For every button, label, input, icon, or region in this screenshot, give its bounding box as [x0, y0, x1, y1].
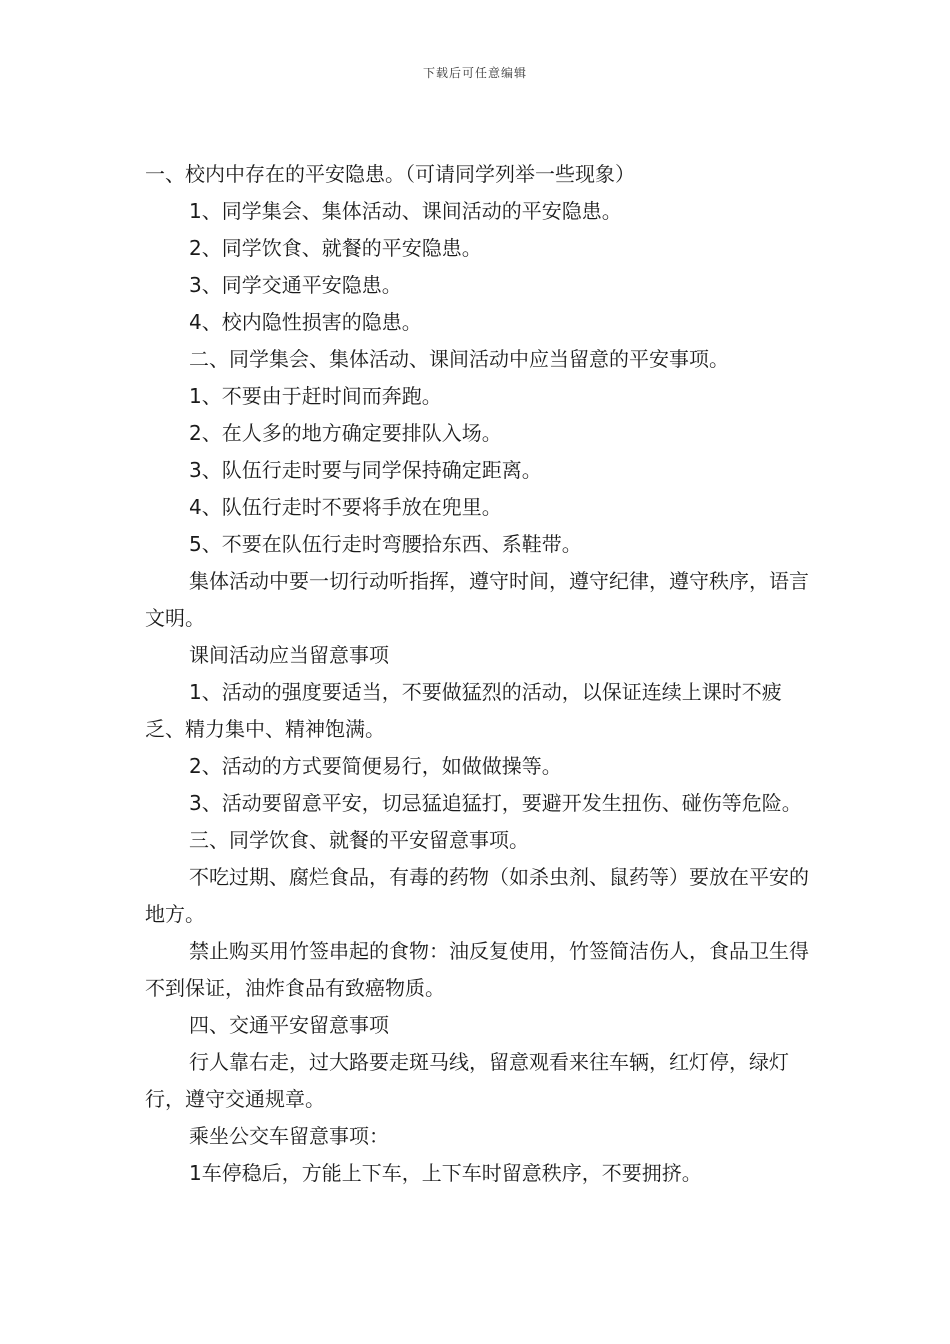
paragraph: 3、活动要留意平安，切忌猛追猛打，要避开发生扭伤、碰伤等危险。	[189, 791, 802, 815]
paragraph: 4、队伍行走时不要将手放在兜里。	[189, 495, 502, 519]
section-heading: 课间活动应当留意事项	[189, 643, 389, 667]
paragraph: 1、不要由于赶时间而奔跑。	[189, 384, 442, 408]
paragraph: 不吃过期、腐烂食品，有毒的药物（如杀虫剂、鼠药等）要放在平安的地方。	[145, 865, 809, 926]
section-heading: 二、同学集会、集体活动、课间活动中应当留意的平安事项。	[189, 347, 729, 371]
paragraph: 5、不要在队伍行走时弯腰拾东西、系鞋带。	[189, 532, 582, 556]
section-heading: 三、同学饮食、就餐的平安留意事项。	[189, 828, 529, 852]
paragraph: 禁止购买用竹签串起的食物：油反复使用，竹签简洁伤人，食品卫生得不到保证，油炸食品有致癌物质。	[145, 939, 809, 1000]
paragraph: 4、校内隐性损害的隐患。	[189, 310, 422, 334]
page-header: 下载后可任意编辑	[422, 66, 527, 80]
paragraph: 3、队伍行走时要与同学保持确定距离。	[189, 458, 542, 482]
paragraph: 1车停稳后，方能上下车，上下车时留意秩序，不要拥挤。	[189, 1161, 702, 1185]
paragraph: 1、活动的强度要适当，不要做猛烈的活动，以保证连续上课时不疲乏、精力集中、精神饱满。	[145, 680, 782, 741]
paragraph: 1、同学集会、集体活动、课间活动的平安隐患。	[189, 199, 622, 223]
section-heading: 四、交通平安留意事项	[189, 1013, 389, 1037]
paragraph: 2、活动的方式要简便易行，如做做操等。	[189, 754, 562, 778]
paragraph: 行人靠右走，过大路要走斑马线，留意观看来往车辆，红灯停，绿灯行，遵守交通规章。	[145, 1050, 789, 1111]
paragraph: 2、同学饮食、就餐的平安隐患。	[189, 236, 482, 260]
paragraph: 2、在人多的地方确定要排队入场。	[189, 421, 502, 445]
document-body	[145, 156, 810, 1192]
paragraph: 3、同学交通平安隐患。	[189, 273, 402, 297]
paragraph: 乘坐公交车留意事项：	[189, 1124, 389, 1148]
paragraph: 一、校内中存在的平安隐患。（可请同学列举一些现象）	[145, 162, 635, 186]
paragraph: 集体活动中要一切行动听指挥，遵守时间，遵守纪律，遵守秩序，语言文明。	[145, 569, 809, 630]
